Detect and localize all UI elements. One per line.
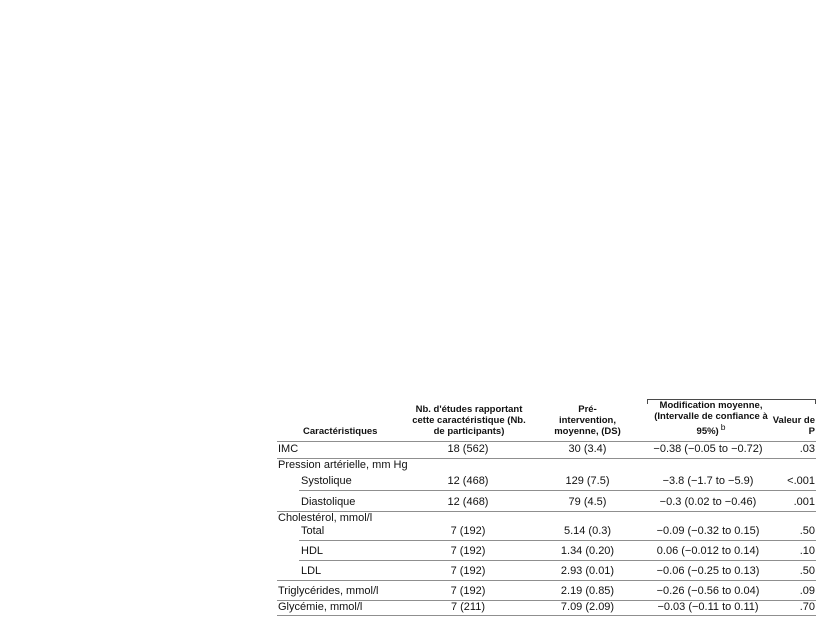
col-header-pre-intervention xyxy=(529,404,646,441)
n-studies-value: 7 (211) xyxy=(450,601,486,613)
mean-change-text: Modification moyenne, (Intervalle de confiance à 95%) xyxy=(654,400,768,437)
footnote-marker-b: b xyxy=(720,422,726,432)
pre-intervention-value: 7.09 (2.09) xyxy=(560,601,615,613)
pre-intervention-value: 2.19 (0.85) xyxy=(560,585,615,597)
pre-intervention-value: 1.34 (0.20) xyxy=(560,545,615,557)
table-row-triglycerides xyxy=(277,581,816,601)
p-value: .03 xyxy=(799,443,815,455)
ci-spanner-bracket xyxy=(647,399,816,404)
pre-intervention-value: 5.14 (0.3) xyxy=(563,525,612,537)
group-label: Pression artérielle, mm Hg xyxy=(278,459,408,471)
mean-change-value: −0.06 (−0.25 to 0.13) xyxy=(656,565,760,577)
p-value: .09 xyxy=(799,585,815,597)
n-studies-value: 12 (468) xyxy=(447,496,489,508)
col-header-n-studies xyxy=(407,404,529,441)
n-studies-value: 7 (192) xyxy=(450,525,486,537)
row-label: IMC xyxy=(278,443,299,455)
row-label: LDL xyxy=(301,565,322,577)
n-studies-value: 7 (192) xyxy=(450,565,486,577)
row-label: Diastolique xyxy=(301,496,356,508)
n-studies-value: 12 (468) xyxy=(447,475,489,487)
p-value: .10 xyxy=(799,545,815,557)
table-row-total xyxy=(277,525,816,541)
mean-change-value: −0.03 (−0.11 to 0.11) xyxy=(657,601,759,613)
table-row-systolique xyxy=(277,472,816,491)
table-row-diastolique xyxy=(277,491,816,512)
mean-change-value: 0.06 (−0.012 to 0.14) xyxy=(656,545,760,557)
row-label: Total xyxy=(301,525,325,537)
table-row-ldl xyxy=(277,561,816,581)
p-value: .50 xyxy=(799,525,815,537)
col-header-p-value: Valeur de P xyxy=(772,415,815,437)
table-row-imc xyxy=(277,442,816,459)
row-label: Glycémie, mmol/l xyxy=(278,601,363,613)
table-row-hdl xyxy=(277,541,816,561)
p-value: .50 xyxy=(799,565,815,577)
mean-change-value: −0.09 (−0.32 to 0.15) xyxy=(656,525,760,537)
row-label: HDL xyxy=(301,545,324,557)
pre-intervention-value: 129 (7.5) xyxy=(565,475,610,487)
n-studies-value: 18 (562) xyxy=(447,443,489,455)
mean-change-value: −3.8 (−1.7 to −5.9) xyxy=(662,475,754,487)
row-label: Triglycérides, mmol/l xyxy=(278,585,379,597)
col-header-caracteristiques: Caractéristiques xyxy=(303,426,378,437)
table-group-row-pression xyxy=(277,459,816,472)
p-value: .70 xyxy=(799,601,815,613)
row-label: Systolique xyxy=(301,475,352,487)
table-group-row-cholesterol xyxy=(277,512,816,525)
n-studies-value: 7 (192) xyxy=(450,585,486,597)
results-table xyxy=(277,395,816,616)
col-header-n-studies-label: Nb. d'études rapportant cette caractéristique (Nb. de participants) xyxy=(412,404,526,437)
col-header-pre-intervention-label: Pré-intervention, moyenne, (DS) xyxy=(554,404,621,437)
p-value: <.001 xyxy=(787,475,815,487)
table-header-row xyxy=(277,395,816,442)
table-row-glycemie xyxy=(277,601,816,616)
pre-intervention-value: 30 (3.4) xyxy=(568,443,607,455)
pre-intervention-value: 2.93 (0.01) xyxy=(560,565,615,577)
col-header-mean-change-label xyxy=(646,400,776,437)
mean-change-value: −0.26 (−0.56 to 0.04) xyxy=(656,585,760,597)
pre-intervention-value: 79 (4.5) xyxy=(568,496,607,508)
p-value: .001 xyxy=(793,496,815,508)
mean-change-value: −0.38 (−0.05 to −0.72) xyxy=(653,443,763,455)
mean-change-value: −0.3 (0.02 to −0.46) xyxy=(659,496,757,508)
group-label: Cholestérol, mmol/l xyxy=(278,512,373,524)
n-studies-value: 7 (192) xyxy=(450,545,486,557)
col-header-mean-change xyxy=(646,400,770,441)
